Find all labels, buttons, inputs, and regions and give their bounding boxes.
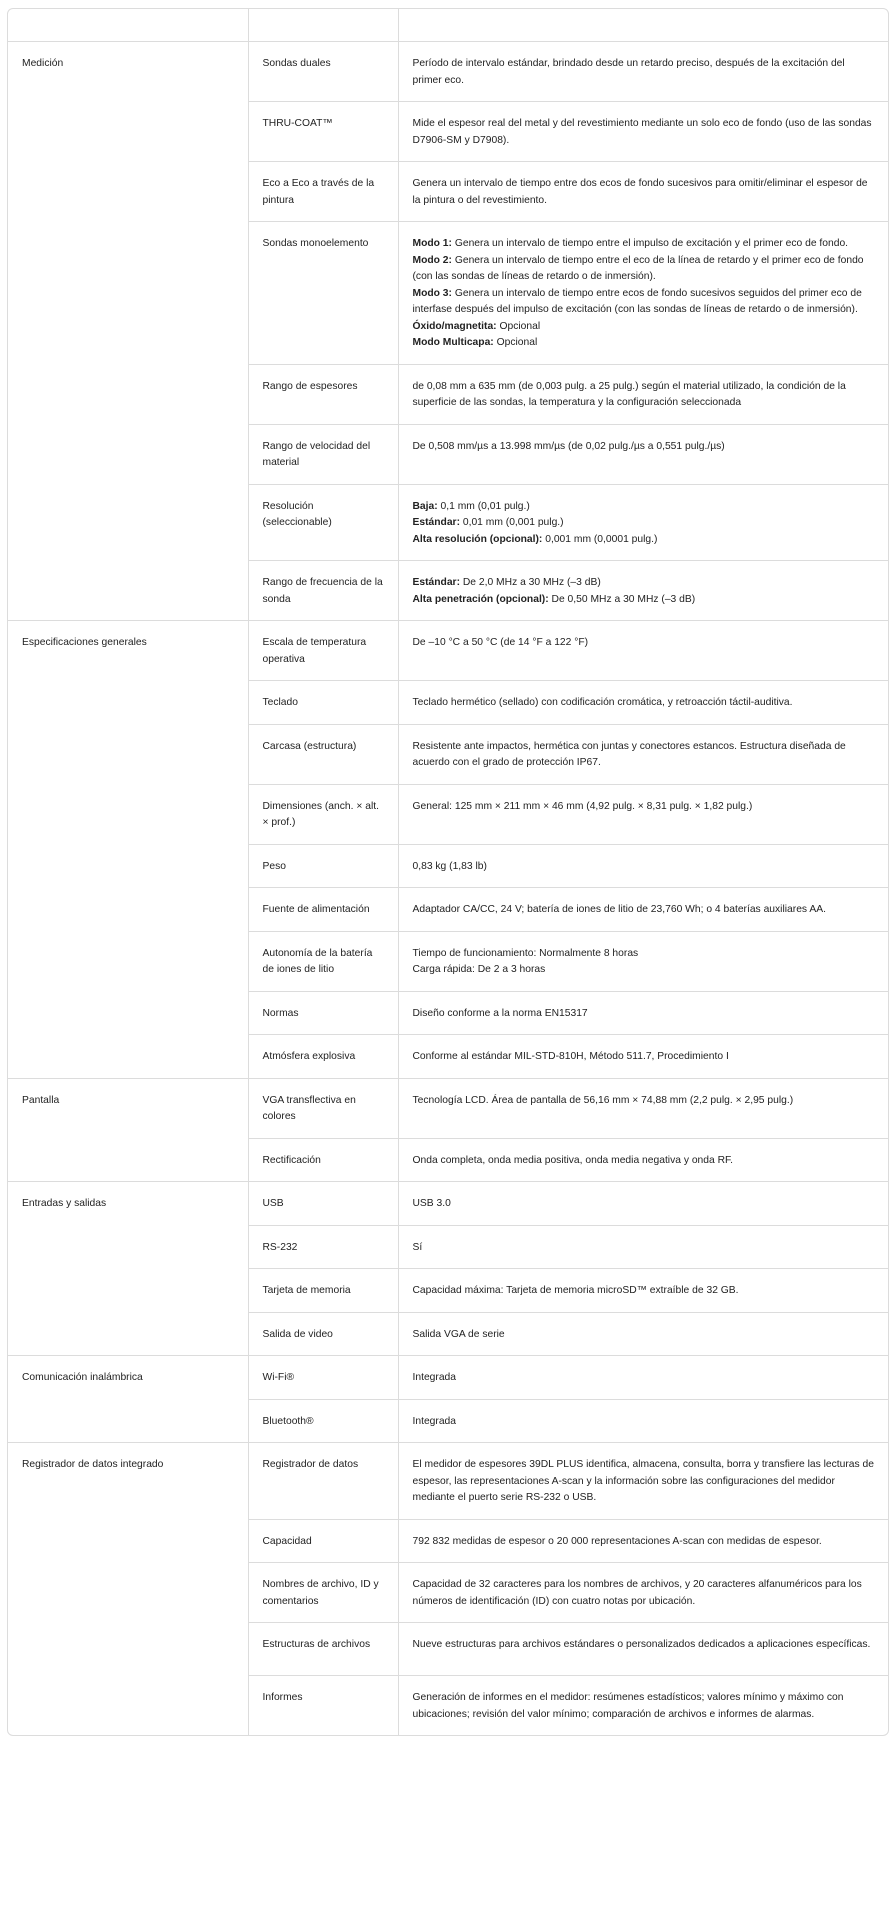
spec-name: Rango de frecuencia de la sonda bbox=[262, 577, 383, 605]
spec-value-text: De –10 °C a 50 °C (de 14 °F a 122 °F) bbox=[412, 637, 589, 648]
spec-value-text: Onda completa, onda media positiva, onda media negativa y onda RF. bbox=[412, 1154, 734, 1166]
spec-name-cell bbox=[248, 1563, 398, 1623]
spec-name: VGA transflectiva en colores bbox=[262, 1094, 356, 1122]
spec-value-text: Genera un intervalo de tiempo entre ecos de fondo sucesivos seguidos del primer eco de interfase después del impulso de excitación (con las sondas de líneas de retardo o de inmersión). bbox=[412, 287, 862, 315]
spec-value-line bbox=[413, 379, 875, 412]
spec-value-text: El medidor de espesores 39DL PLUS identifica, almacena, consulta, borra y transfiere las lecturas de espesor, las representaciones A-scan y la información sobre las configuraciones del medidor mediante el puerto serie RS-232 o USB. bbox=[412, 1459, 874, 1503]
spec-value-line bbox=[413, 695, 875, 712]
spec-value-line bbox=[413, 1327, 875, 1344]
spec-value-line bbox=[413, 116, 875, 149]
spec-value-text: Adaptador CA/CC, 24 V; batería de iones de litio de 23,760 Wh; o 4 baterías auxiliares AA. bbox=[412, 904, 826, 915]
spec-value-cell bbox=[398, 162, 888, 222]
spec-value-line bbox=[413, 1049, 875, 1066]
spec-name-cell bbox=[248, 1035, 398, 1079]
spec-value-cell bbox=[398, 1519, 888, 1563]
spec-name-cell bbox=[248, 1623, 398, 1676]
spec-name-cell bbox=[248, 1312, 398, 1356]
spec-name-cell bbox=[248, 1443, 398, 1520]
spec-value-text: De 0,508 mm/µs a 13.998 mm/µs (de 0,02 pulg./µs a 0,551 pulg./µs) bbox=[412, 440, 725, 452]
spec-value-key: Estándar: bbox=[412, 577, 460, 588]
spec-table bbox=[8, 9, 888, 1735]
spec-value-text: USB 3.0 bbox=[412, 1198, 451, 1209]
spec-value-line bbox=[413, 1153, 875, 1170]
spec-value-text: De 0,50 MHz a 30 MHz (–3 dB) bbox=[548, 593, 696, 605]
spec-name: Capacidad bbox=[262, 1535, 312, 1547]
spec-value-cell bbox=[398, 681, 888, 725]
spec-value-text: 792 832 medidas de espesor o 20 000 representaciones A-scan con medidas de espesor. bbox=[412, 1535, 822, 1547]
spec-value-cell bbox=[398, 1312, 888, 1356]
spec-value-text: Período de intervalo estándar, brindado desde un retardo preciso, después de la excitación del primer eco. bbox=[412, 58, 845, 86]
spec-value-line bbox=[413, 1283, 875, 1300]
spec-name-cell bbox=[248, 364, 398, 424]
category-label: Pantalla bbox=[22, 1094, 60, 1106]
spec-name: Normas bbox=[262, 1007, 299, 1019]
spec-value-line bbox=[413, 962, 875, 979]
spec-value-line bbox=[413, 532, 875, 549]
spec-value-line bbox=[413, 1196, 875, 1213]
spec-value-text: Nueve estructuras para archivos estándares o personalizados dedicados a aplicaciones específicas. bbox=[412, 1639, 871, 1650]
spec-value-text: Genera un intervalo de tiempo entre el eco de la línea de retardo y el primer eco de fondo (con las sondas de líneas de retardo o de inmersión). bbox=[412, 254, 864, 282]
spec-value-text: Opcional bbox=[493, 337, 538, 348]
spec-name: Rango de espesores bbox=[262, 380, 358, 392]
spec-name-cell bbox=[248, 844, 398, 888]
spec-name-cell bbox=[248, 888, 398, 932]
spec-value-line bbox=[413, 515, 875, 532]
spec-value-text: Salida VGA de serie bbox=[412, 1328, 505, 1340]
spec-value-line bbox=[413, 1457, 875, 1507]
spec-name: Carcasa (estructura) bbox=[262, 740, 357, 752]
spec-value-text: Conforme al estándar MIL-STD-810H, Método 511.7, Procedimiento I bbox=[412, 1051, 729, 1062]
spec-name: RS-232 bbox=[262, 1241, 298, 1253]
spec-value-line bbox=[413, 319, 875, 336]
spec-value-text: de 0,08 mm a 635 mm (de 0,003 pulg. a 25 pulg.) según el material utilizado, la condición de la superficie de las sondas, la temperatura y la configuración seleccionada bbox=[412, 380, 846, 408]
spec-value-line bbox=[413, 902, 875, 919]
spec-name-cell bbox=[248, 991, 398, 1035]
spec-value-text: Resistente ante impactos, hermética con juntas y conectores estancos. Estructura diseñada de acuerdo con el grado de protección IP67. bbox=[412, 740, 846, 768]
spec-value-line bbox=[413, 236, 875, 253]
spec-value-cell bbox=[398, 1399, 888, 1443]
category-cell bbox=[8, 1356, 248, 1443]
header-cell-value bbox=[398, 9, 888, 42]
spec-name-cell bbox=[248, 222, 398, 365]
spec-name: Tarjeta de memoria bbox=[262, 1285, 351, 1296]
spec-value-text: General: 125 mm × 211 mm × 46 mm (4,92 pulg. × 8,31 pulg. × 1,82 pulg.) bbox=[412, 800, 753, 812]
spec-name: Eco a Eco a través de la pintura bbox=[262, 178, 375, 206]
spec-value-line bbox=[413, 253, 875, 286]
spec-value-line bbox=[413, 56, 875, 89]
spec-name: Autonomía de la batería de iones de litio bbox=[262, 947, 373, 975]
table-header bbox=[8, 9, 888, 42]
spec-name: Resolución (seleccionable) bbox=[262, 500, 332, 528]
spec-name: Rango de velocidad del material bbox=[262, 440, 371, 468]
spec-name-cell bbox=[248, 1399, 398, 1443]
spec-value-line bbox=[413, 592, 875, 609]
spec-name: USB bbox=[262, 1198, 284, 1209]
spec-value-cell bbox=[398, 844, 888, 888]
spec-name: Sondas monoelemento bbox=[262, 238, 369, 249]
category-label: Comunicación inalámbrica bbox=[22, 1372, 143, 1383]
spec-value-cell bbox=[398, 1356, 888, 1400]
spec-name-cell bbox=[248, 1182, 398, 1226]
spec-value-text: Opcional bbox=[496, 320, 541, 332]
category-label: Medición bbox=[22, 58, 64, 69]
spec-value-key: Alta resolución (opcional): bbox=[412, 533, 543, 545]
spec-name-cell bbox=[248, 1519, 398, 1563]
spec-name-cell bbox=[248, 484, 398, 561]
table-row bbox=[8, 1182, 888, 1226]
spec-value-cell bbox=[398, 561, 888, 621]
spec-value-cell bbox=[398, 1138, 888, 1182]
spec-name-cell bbox=[248, 1356, 398, 1400]
spec-value-line bbox=[413, 1637, 875, 1654]
spec-value-cell bbox=[398, 621, 888, 681]
category-label: Registrador de datos integrado bbox=[22, 1459, 164, 1470]
spec-name-cell bbox=[248, 1269, 398, 1313]
spec-value-text: 0,001 mm (0,0001 pulg.) bbox=[542, 533, 658, 545]
spec-value-line bbox=[413, 335, 875, 352]
spec-name: THRU-COAT™ bbox=[262, 118, 333, 129]
spec-value-line bbox=[413, 1577, 875, 1610]
spec-value-cell bbox=[398, 1078, 888, 1138]
spec-value-line bbox=[413, 739, 875, 772]
spec-value-cell bbox=[398, 1225, 888, 1269]
spec-name: Bluetooth® bbox=[262, 1415, 314, 1427]
spec-name: Teclado bbox=[262, 697, 298, 708]
spec-value-text: Tiempo de funcionamiento: Normalmente 8 horas bbox=[412, 947, 639, 959]
spec-value-cell bbox=[398, 1623, 888, 1676]
spec-value-cell bbox=[398, 102, 888, 162]
spec-value-cell bbox=[398, 991, 888, 1035]
category-label: Especificaciones generales bbox=[22, 637, 147, 648]
spec-value-key: Modo 2: bbox=[412, 254, 452, 266]
spec-name: Informes bbox=[262, 1692, 303, 1703]
table-row bbox=[8, 1078, 888, 1138]
spec-value-text: Mide el espesor real del metal y del revestimiento mediante un solo eco de fondo (uso de las sondas D7906-SM y D7908). bbox=[412, 118, 872, 146]
spec-value-text: Generación de informes en el medidor: resúmenes estadísticos; valores mínimo y máximo con ubicaciones; revisión del valor mínimo; comparación de archivos e informes de alarmas. bbox=[412, 1692, 844, 1720]
spec-name-cell bbox=[248, 1078, 398, 1138]
spec-name: Registrador de datos bbox=[262, 1459, 359, 1470]
category-cell bbox=[8, 1078, 248, 1182]
spec-value-cell bbox=[398, 364, 888, 424]
spec-name-cell bbox=[248, 424, 398, 484]
spec-value-cell bbox=[398, 484, 888, 561]
spec-value-text: Genera un intervalo de tiempo entre el impulso de excitación y el primer eco de fondo. bbox=[451, 238, 849, 249]
spec-value-line bbox=[413, 499, 875, 516]
spec-value-text: 0,1 mm (0,01 pulg.) bbox=[437, 500, 530, 512]
spec-value-line bbox=[413, 859, 875, 876]
spec-value-cell bbox=[398, 1269, 888, 1313]
table-body bbox=[8, 42, 888, 1736]
spec-value-cell bbox=[398, 1443, 888, 1520]
spec-value-key: Óxido/magnetita: bbox=[412, 320, 497, 332]
spec-name: Rectificación bbox=[262, 1154, 321, 1166]
spec-value-cell bbox=[398, 1563, 888, 1623]
table-row bbox=[8, 42, 888, 102]
spec-value-line bbox=[413, 1534, 875, 1551]
spec-name: Fuente de alimentación bbox=[262, 904, 370, 915]
spec-table-container bbox=[7, 8, 889, 1736]
spec-name-cell bbox=[248, 621, 398, 681]
spec-name-cell bbox=[248, 1138, 398, 1182]
spec-value-text: Sí bbox=[412, 1241, 423, 1253]
spec-name: Estructuras de archivos bbox=[262, 1639, 371, 1650]
spec-value-text: Integrada bbox=[412, 1415, 457, 1427]
spec-value-text: Integrada bbox=[412, 1372, 457, 1383]
spec-value-key: Modo Multicapa: bbox=[412, 337, 494, 348]
spec-name-cell bbox=[248, 1676, 398, 1736]
spec-value-line bbox=[413, 575, 875, 592]
spec-name-cell bbox=[248, 561, 398, 621]
spec-value-text: De 2,0 MHz a 30 MHz (–3 dB) bbox=[460, 577, 601, 588]
spec-name: Nombres de archivo, ID y comentarios bbox=[262, 1579, 379, 1607]
spec-value-text: Tecnología LCD. Área de pantalla de 56,16 mm × 74,88 mm (2,2 pulg. × 2,95 pulg.) bbox=[412, 1094, 794, 1106]
spec-value-cell bbox=[398, 1035, 888, 1079]
spec-name-cell bbox=[248, 784, 398, 844]
spec-name-cell bbox=[248, 681, 398, 725]
spec-name-cell bbox=[248, 102, 398, 162]
spec-value-line bbox=[413, 1006, 875, 1023]
spec-value-line bbox=[413, 439, 875, 456]
spec-value-key: Modo 1: bbox=[412, 238, 452, 249]
spec-value-text: Carga rápida: De 2 a 3 horas bbox=[412, 964, 546, 975]
spec-value-text: Capacidad máxima: Tarjeta de memoria microSD™ extraíble de 32 GB. bbox=[412, 1285, 739, 1296]
spec-value-text: Capacidad de 32 caracteres para los nombres de archivos, y 20 caracteres alfanuméricos para los números de identificación (ID) con cuatro notas por ubicación. bbox=[412, 1579, 862, 1607]
spec-name: Salida de video bbox=[262, 1328, 333, 1340]
spec-name-cell bbox=[248, 162, 398, 222]
spec-value-line bbox=[413, 1414, 875, 1431]
spec-name: Escala de temperatura operativa bbox=[262, 637, 367, 665]
spec-name: Wi-Fi® bbox=[262, 1372, 295, 1383]
category-label: Entradas y salidas bbox=[22, 1198, 107, 1209]
spec-value-cell bbox=[398, 1676, 888, 1736]
spec-value-cell bbox=[398, 888, 888, 932]
spec-value-cell bbox=[398, 42, 888, 102]
spec-value-line bbox=[413, 176, 875, 209]
spec-value-cell bbox=[398, 931, 888, 991]
spec-value-cell bbox=[398, 424, 888, 484]
table-row bbox=[8, 1443, 888, 1520]
spec-value-text: 0,01 mm (0,001 pulg.) bbox=[460, 517, 564, 528]
table-row bbox=[8, 621, 888, 681]
spec-name: Atmósfera explosiva bbox=[262, 1051, 356, 1062]
spec-value-line bbox=[413, 286, 875, 319]
spec-name-cell bbox=[248, 724, 398, 784]
spec-value-line bbox=[413, 799, 875, 816]
spec-name-cell bbox=[248, 931, 398, 991]
spec-value-key: Estándar: bbox=[412, 517, 460, 528]
spec-name-cell bbox=[248, 42, 398, 102]
category-cell bbox=[8, 621, 248, 1079]
spec-value-line bbox=[413, 1690, 875, 1723]
spec-value-line bbox=[413, 635, 875, 652]
category-cell bbox=[8, 42, 248, 621]
spec-name: Dimensiones (anch. × alt. × prof.) bbox=[262, 800, 379, 828]
spec-value-text: Diseño conforme a la norma EN15317 bbox=[412, 1007, 588, 1019]
spec-value-key: Modo 3: bbox=[412, 287, 452, 299]
spec-value-key: Baja: bbox=[412, 500, 438, 512]
spec-value-line bbox=[413, 1093, 875, 1110]
spec-name-cell bbox=[248, 1225, 398, 1269]
spec-value-line bbox=[413, 1370, 875, 1387]
spec-value-text: 0,83 kg (1,83 lb) bbox=[412, 860, 487, 872]
category-cell bbox=[8, 1443, 248, 1736]
spec-value-text: Teclado hermético (sellado) con codificación cromática, y retroacción táctil-auditiva. bbox=[412, 697, 793, 708]
spec-value-line bbox=[413, 946, 875, 963]
spec-name: Sondas duales bbox=[262, 58, 331, 69]
header-cell-spec bbox=[248, 9, 398, 42]
spec-value-cell bbox=[398, 784, 888, 844]
table-row bbox=[8, 1356, 888, 1400]
spec-value-cell bbox=[398, 222, 888, 365]
category-cell bbox=[8, 1182, 248, 1356]
spec-value-cell bbox=[398, 1182, 888, 1226]
spec-value-key: Alta penetración (opcional): bbox=[412, 593, 549, 605]
spec-value-text: Genera un intervalo de tiempo entre dos ecos de fondo sucesivos para omitir/eliminar el espesor de la pintura o del revestimiento. bbox=[412, 178, 868, 206]
spec-value-cell bbox=[398, 724, 888, 784]
header-cell-category bbox=[8, 9, 248, 42]
spec-value-line bbox=[413, 1240, 875, 1257]
spec-name: Peso bbox=[262, 860, 286, 872]
